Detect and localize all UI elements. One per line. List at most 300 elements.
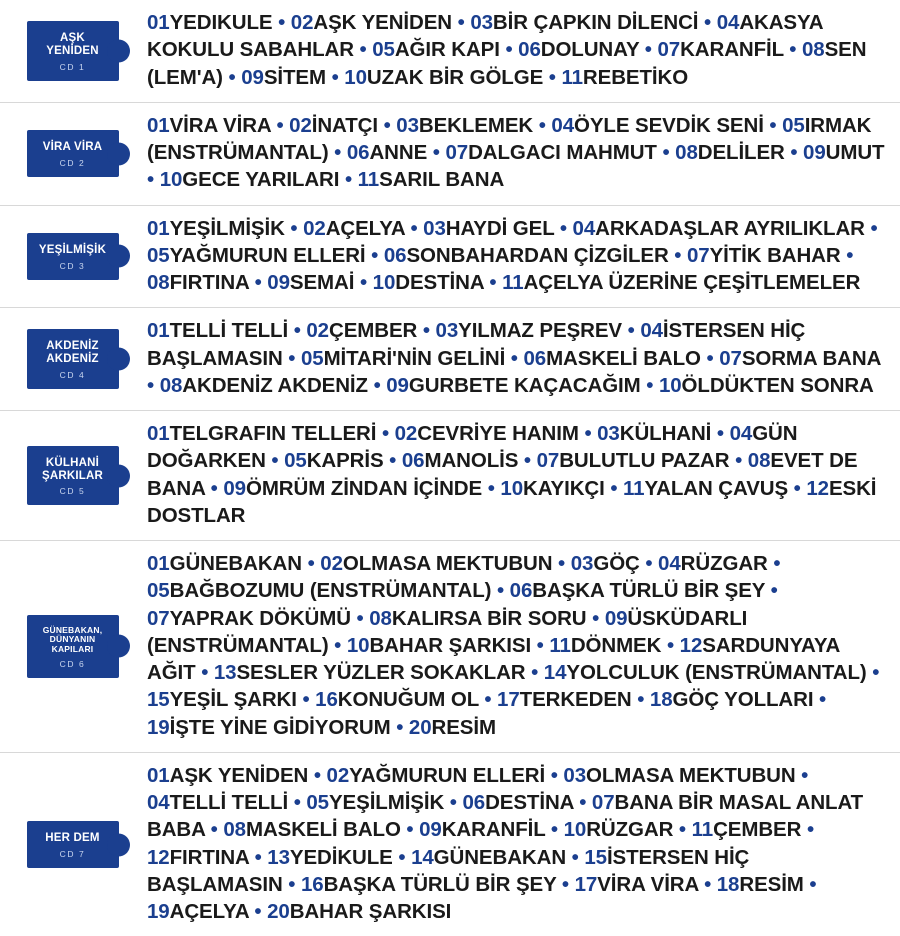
track-title: ÇEMBER: [328, 319, 418, 343]
track-separator: •: [872, 661, 880, 684]
track-title: ÇEMBER: [713, 818, 802, 842]
track-number: 20: [267, 900, 290, 923]
track-number: 12: [806, 476, 829, 500]
track-item: [419, 818, 545, 841]
cd-badge-number: CD 3: [59, 260, 86, 271]
track-separator: •: [373, 373, 381, 397]
track-item: [347, 634, 531, 657]
track-item: [675, 141, 785, 164]
track-separator: •: [201, 661, 209, 684]
track-number: 18: [716, 872, 740, 896]
track-separator: •: [278, 11, 286, 34]
track-item: [650, 688, 814, 711]
track-number: 04: [640, 319, 663, 343]
track-title: YEDIKULE: [169, 11, 273, 34]
track-separator: •: [548, 65, 556, 89]
track-title: ANNE: [369, 141, 428, 164]
track-item: [523, 347, 700, 370]
track-item: [301, 347, 505, 370]
track-title: KÜLHANİ: [619, 422, 712, 445]
track-title: FIRTINA: [169, 271, 249, 294]
track-number: 04: [716, 11, 740, 34]
track-title: YALAN ÇAVUŞ: [644, 476, 789, 500]
track-separator: •: [870, 216, 878, 240]
track-number: 08: [369, 606, 392, 630]
cd-badge-title: YEŞİLMİŞİK: [38, 243, 107, 256]
track-title: GÖÇ YOLLARI: [672, 688, 814, 712]
track-separator: •: [254, 271, 262, 294]
track-separator: •: [678, 818, 686, 842]
track-title: YAPRAK DÖKÜMÜ: [169, 606, 351, 630]
track-title: BAĞBOZUMU (ENSTRÜMANTAL): [169, 579, 492, 603]
track-separator: •: [489, 271, 497, 294]
track-item: [147, 319, 288, 342]
track-number: 13: [267, 845, 290, 869]
track-separator: •: [406, 818, 414, 842]
track-separator: •: [457, 11, 465, 34]
track-separator: •: [396, 715, 404, 739]
track-item: [470, 11, 698, 34]
track-title: VİRA VİRA: [597, 872, 699, 896]
track-number: 04: [729, 422, 753, 445]
track-separator: •: [579, 791, 587, 814]
track-separator: •: [210, 476, 218, 500]
track-number: 10: [346, 633, 370, 657]
track-number: 06: [509, 579, 533, 603]
track-number: 06: [346, 141, 370, 164]
track-item: [267, 846, 392, 869]
track-number: 02: [394, 422, 418, 445]
track-separator: •: [359, 38, 367, 62]
cd-badge: [27, 446, 119, 506]
track-number: 03: [470, 11, 493, 34]
track-number: 12: [679, 633, 703, 657]
track-item: [147, 607, 351, 630]
track-number: 06: [518, 38, 541, 62]
cd-badge-title: VİRA VİRA: [42, 141, 103, 154]
track-number: 11: [561, 65, 583, 89]
track-separator: •: [550, 818, 558, 842]
track-number: 04: [572, 216, 596, 240]
track-item: [657, 38, 783, 61]
track-list: [147, 550, 886, 741]
track-item: [502, 271, 860, 294]
track-list: [147, 420, 886, 529]
track-number: 19: [147, 900, 170, 923]
cd-badge: [27, 21, 119, 81]
track-title: MASKELİ BALO: [546, 346, 701, 370]
track-item: [803, 141, 884, 164]
cd-row: [0, 752, 900, 936]
track-list: [147, 317, 886, 399]
track-item: [147, 244, 366, 267]
track-number: 02: [320, 552, 343, 575]
track-number: 06: [523, 346, 547, 370]
track-title: ESKİ DOSTLAR: [147, 476, 877, 527]
track-number: 11: [623, 476, 645, 500]
track-title: GÜNEBAKAN: [433, 845, 567, 869]
track-title: YAĞMURUN ELLERİ: [349, 763, 546, 787]
track-separator: •: [531, 661, 539, 684]
cd-tracks-container: [145, 103, 900, 205]
track-separator: •: [571, 845, 579, 869]
track-number: 02: [290, 11, 314, 34]
track-title: KAYIKÇI: [523, 476, 605, 500]
track-title: SORMA BANA: [741, 346, 881, 370]
track-number: 05: [306, 791, 329, 814]
track-number: 05: [372, 38, 395, 62]
cd-badge-title: AŞK YENİDEN: [46, 32, 99, 57]
track-number: 01: [147, 422, 170, 445]
track-separator: •: [550, 763, 558, 787]
track-item: [147, 11, 272, 34]
track-title: MANOLİS: [424, 449, 519, 473]
track-separator: •: [271, 449, 279, 473]
track-number: 17: [574, 872, 598, 896]
track-item: [147, 688, 297, 711]
cd-tracks-container: [145, 753, 900, 936]
track-number: 04: [551, 113, 575, 137]
track-separator: •: [801, 763, 809, 787]
track-title: YEŞİLMİŞİK: [169, 216, 285, 240]
track-item: [344, 66, 543, 89]
track-title: KONUĞUM OL: [337, 688, 479, 712]
track-item: [320, 552, 552, 575]
track-title: ÜSKÜDARLI (ENSTRÜMANTAL): [147, 606, 748, 657]
track-number: 16: [315, 688, 338, 712]
track-number: 14: [543, 661, 567, 684]
track-item: [291, 11, 452, 34]
track-title: GECE YARILARI: [182, 168, 340, 192]
track-separator: •: [487, 476, 495, 500]
track-number: 12: [147, 845, 170, 869]
track-number: 03: [597, 422, 620, 445]
cd-tracks-container: [145, 308, 900, 410]
track-title: İSTERSEN HİÇ BAŞLAMASIN: [147, 845, 750, 896]
track-item: [306, 319, 417, 342]
track-title: REBETİKO: [582, 65, 689, 89]
track-title: DÖNMEK: [570, 633, 662, 657]
track-title: BAHAR ŞARKISI: [369, 633, 532, 657]
track-number: 01: [147, 319, 170, 343]
track-title: VİRA VİRA: [169, 113, 271, 137]
track-title: MASKELİ BALO: [245, 818, 401, 842]
track-item: [147, 217, 285, 240]
track-number: 20: [408, 715, 432, 739]
track-item: [214, 661, 526, 684]
track-separator: •: [410, 216, 418, 240]
cd-badge-number: CD 4: [59, 370, 86, 380]
cd-row: [0, 102, 900, 205]
track-item: [267, 900, 451, 923]
track-title: RESİM: [739, 872, 804, 896]
track-title: YAĞMURUN ELLERİ: [169, 243, 366, 267]
cd-tracks-container: [145, 411, 900, 540]
cd-badge-container: [0, 103, 145, 205]
cd-badge-container: [0, 308, 145, 410]
track-item: [147, 579, 491, 602]
cd-badge-title: AKDENİZ AKDENİZ: [46, 340, 99, 366]
track-number: 07: [591, 791, 615, 814]
track-item: [597, 422, 711, 445]
track-list: [147, 9, 886, 91]
track-number: 03: [570, 552, 594, 575]
track-title: BULUTLU PAZAR: [559, 449, 730, 473]
track-item: [384, 244, 669, 267]
track-separator: •: [344, 168, 353, 192]
track-separator: •: [627, 319, 635, 343]
track-separator: •: [674, 243, 682, 267]
track-separator: •: [398, 845, 406, 869]
track-item: [518, 38, 639, 61]
track-title: GÖÇ: [593, 552, 640, 575]
track-title: TELLİ TELLİ: [169, 319, 289, 343]
track-separator: •: [313, 763, 321, 787]
track-title: ÖLDÜKTEN SONRA: [681, 373, 874, 397]
track-separator: •: [809, 872, 817, 896]
track-item: [147, 114, 271, 137]
cd-badge-title: HER DEM: [45, 832, 100, 845]
track-title: GÜN DOĞARKEN: [147, 422, 798, 473]
track-separator: •: [769, 113, 777, 137]
track-title: AKDENİZ AKDENİZ: [182, 373, 368, 397]
track-item: [369, 607, 586, 630]
track-title: BEKLEMEK: [418, 113, 534, 137]
track-number: 18: [649, 688, 673, 712]
track-item: [500, 477, 604, 500]
track-number: 09: [386, 373, 409, 397]
track-separator: •: [254, 900, 262, 923]
track-number: 07: [147, 606, 170, 630]
cd-badge: [27, 329, 119, 389]
track-item: [347, 141, 427, 164]
track-item: [306, 791, 444, 814]
cd-badge-number: CD 5: [59, 486, 86, 497]
track-number: 10: [500, 476, 523, 500]
track-separator: •: [644, 38, 652, 62]
track-item: [719, 347, 880, 370]
track-item: [717, 873, 804, 896]
track-item: [573, 217, 865, 240]
track-item: [402, 449, 518, 472]
track-title: KARANFİL: [441, 818, 546, 842]
cd-badge-title: GÜNEBAKAN, DÜNYANIN KAPILARI: [42, 624, 103, 655]
track-separator: •: [561, 872, 569, 896]
track-number: 02: [289, 113, 312, 137]
track-item: [510, 579, 765, 602]
track-list: [147, 112, 886, 194]
track-item: [409, 716, 496, 739]
track-item: [147, 791, 288, 814]
track-number: 08: [223, 818, 246, 842]
track-title: TELGRAFIN TELLERİ: [169, 422, 377, 445]
track-title: DOLUNAY: [540, 38, 640, 62]
track-item: [284, 449, 383, 472]
track-title: DELİLER: [697, 141, 785, 164]
track-separator: •: [302, 688, 310, 712]
track-number: 09: [803, 141, 826, 164]
cd-badge-container: [0, 753, 145, 936]
track-separator: •: [228, 65, 236, 89]
track-number: 10: [658, 373, 682, 397]
track-title: UMUT: [825, 141, 885, 164]
track-separator: •: [288, 346, 296, 370]
track-item: [223, 477, 482, 500]
track-item: [692, 818, 802, 841]
track-item: [160, 168, 340, 191]
track-title: YOLCULUK (ENSTRÜMANTAL): [566, 661, 867, 684]
track-number: 16: [300, 872, 324, 896]
track-item: [537, 449, 730, 472]
track-title: İŞTE YİNE GİDİYORUM: [169, 715, 391, 739]
track-item: [147, 900, 249, 923]
track-item: [289, 114, 378, 137]
track-separator: •: [584, 422, 592, 445]
track-item: [658, 552, 768, 575]
track-number: 07: [445, 141, 469, 164]
track-item: [315, 688, 479, 711]
track-title: MİTARİ'NİN GELİNİ: [323, 346, 506, 370]
track-separator: •: [147, 373, 155, 397]
track-title: AÇELYA: [325, 216, 405, 240]
track-title: ARKADAŞLAR AYRILIKLAR: [595, 216, 865, 240]
track-number: 11: [502, 271, 524, 294]
track-title: TELLİ TELLİ: [169, 791, 289, 814]
track-title: İSTERSEN HİÇ BAŞLAMASIN: [147, 319, 806, 370]
track-separator: •: [704, 11, 712, 34]
track-title: YEŞİLMİŞİK: [328, 791, 445, 814]
track-separator: •: [592, 606, 600, 630]
track-title: RÜZGAR: [586, 818, 674, 842]
track-item: [147, 716, 391, 739]
track-title: IRMAK (ENSTRÜMANTAL): [147, 113, 872, 164]
track-item: [267, 271, 354, 294]
track-item: [549, 634, 661, 657]
track-title: SARDUNYAYA AĞIT: [147, 633, 840, 684]
track-number: 10: [563, 818, 587, 842]
track-item: [147, 846, 249, 869]
track-item: [436, 319, 622, 342]
track-title: AÇELYA: [169, 900, 249, 923]
track-number: 01: [147, 552, 170, 575]
track-separator: •: [254, 845, 262, 869]
track-number: 02: [326, 763, 350, 787]
track-title: DESTİNA: [395, 271, 484, 294]
cd-badge-container: [0, 206, 145, 308]
track-separator: •: [359, 271, 368, 294]
cd-row: [0, 410, 900, 540]
track-item: [571, 552, 640, 575]
track-number: 10: [159, 168, 183, 192]
track-separator: •: [389, 449, 397, 473]
track-title: HAYDİ GEL: [445, 216, 555, 240]
track-title: İNATÇI: [311, 113, 378, 137]
track-separator: •: [432, 141, 440, 164]
track-number: 05: [284, 449, 307, 473]
track-separator: •: [666, 633, 675, 657]
track-number: 11: [549, 633, 571, 657]
track-number: 07: [686, 243, 710, 267]
track-title: BAŞKA TÜRLÜ BİR ŞEY: [323, 872, 557, 896]
track-number: 09: [267, 271, 290, 294]
track-number: 01: [147, 113, 170, 137]
track-title: BİR ÇAPKIN DİLENCİ: [492, 11, 699, 34]
track-number: 15: [584, 845, 607, 869]
track-number: 10: [344, 65, 367, 89]
track-number: 02: [303, 216, 326, 240]
track-title: BAHAR ŞARKISI: [289, 900, 452, 923]
track-number: 06: [383, 243, 407, 267]
track-number: 10: [372, 271, 396, 294]
track-number: 17: [497, 688, 520, 712]
track-separator: •: [819, 688, 827, 712]
track-item: [147, 271, 249, 294]
track-number: 13: [213, 661, 237, 684]
track-title: KARANFİL: [680, 38, 784, 62]
track-separator: •: [646, 373, 654, 397]
track-list: [147, 762, 886, 926]
track-number: 08: [675, 141, 698, 164]
track-title: RÜZGAR: [680, 552, 768, 575]
track-item: [303, 217, 405, 240]
track-number: 09: [604, 606, 628, 630]
cd-tracks-container: [145, 541, 900, 752]
track-item: [623, 477, 788, 500]
track-number: 06: [462, 791, 486, 814]
cd-row: [0, 205, 900, 308]
track-title: SARIL BANA: [379, 168, 505, 192]
track-number: 15: [147, 688, 170, 712]
track-number: 09: [223, 476, 246, 500]
track-title: AKASYA KOKULU SABAHLAR: [147, 11, 823, 62]
track-number: 03: [396, 113, 419, 137]
track-title: KAPRİS: [306, 449, 384, 473]
track-separator: •: [789, 38, 797, 62]
track-item: [659, 374, 874, 397]
track-number: 03: [423, 216, 446, 240]
track-separator: •: [770, 579, 778, 603]
track-item: [445, 141, 656, 164]
track-separator: •: [523, 449, 531, 473]
track-item: [395, 422, 579, 445]
cd-badge: [27, 821, 119, 868]
track-item: [241, 66, 326, 89]
track-number: 07: [657, 38, 681, 62]
track-separator: •: [290, 216, 298, 240]
track-number: 08: [801, 38, 825, 62]
track-separator: •: [806, 818, 815, 842]
track-separator: •: [790, 141, 798, 164]
track-separator: •: [449, 791, 457, 814]
track-number: 05: [782, 113, 805, 137]
track-separator: •: [793, 476, 801, 500]
track-item: [160, 374, 368, 397]
track-number: 01: [147, 11, 170, 34]
track-number: 07: [719, 346, 742, 370]
track-item: [561, 66, 688, 89]
track-item: [386, 374, 640, 397]
track-title: YILMAZ PEŞREV: [458, 319, 623, 343]
cd-row: [0, 540, 900, 752]
track-number: 08: [147, 271, 170, 294]
track-number: 11: [691, 818, 714, 842]
cd-tracks-container: [145, 206, 900, 308]
cd-badge-container: [0, 541, 145, 752]
track-title: SONBAHARDAN ÇİZGİLER: [406, 243, 669, 267]
track-item: [497, 688, 632, 711]
track-separator: •: [637, 688, 645, 712]
track-title: EVET DE BANA: [147, 449, 858, 500]
